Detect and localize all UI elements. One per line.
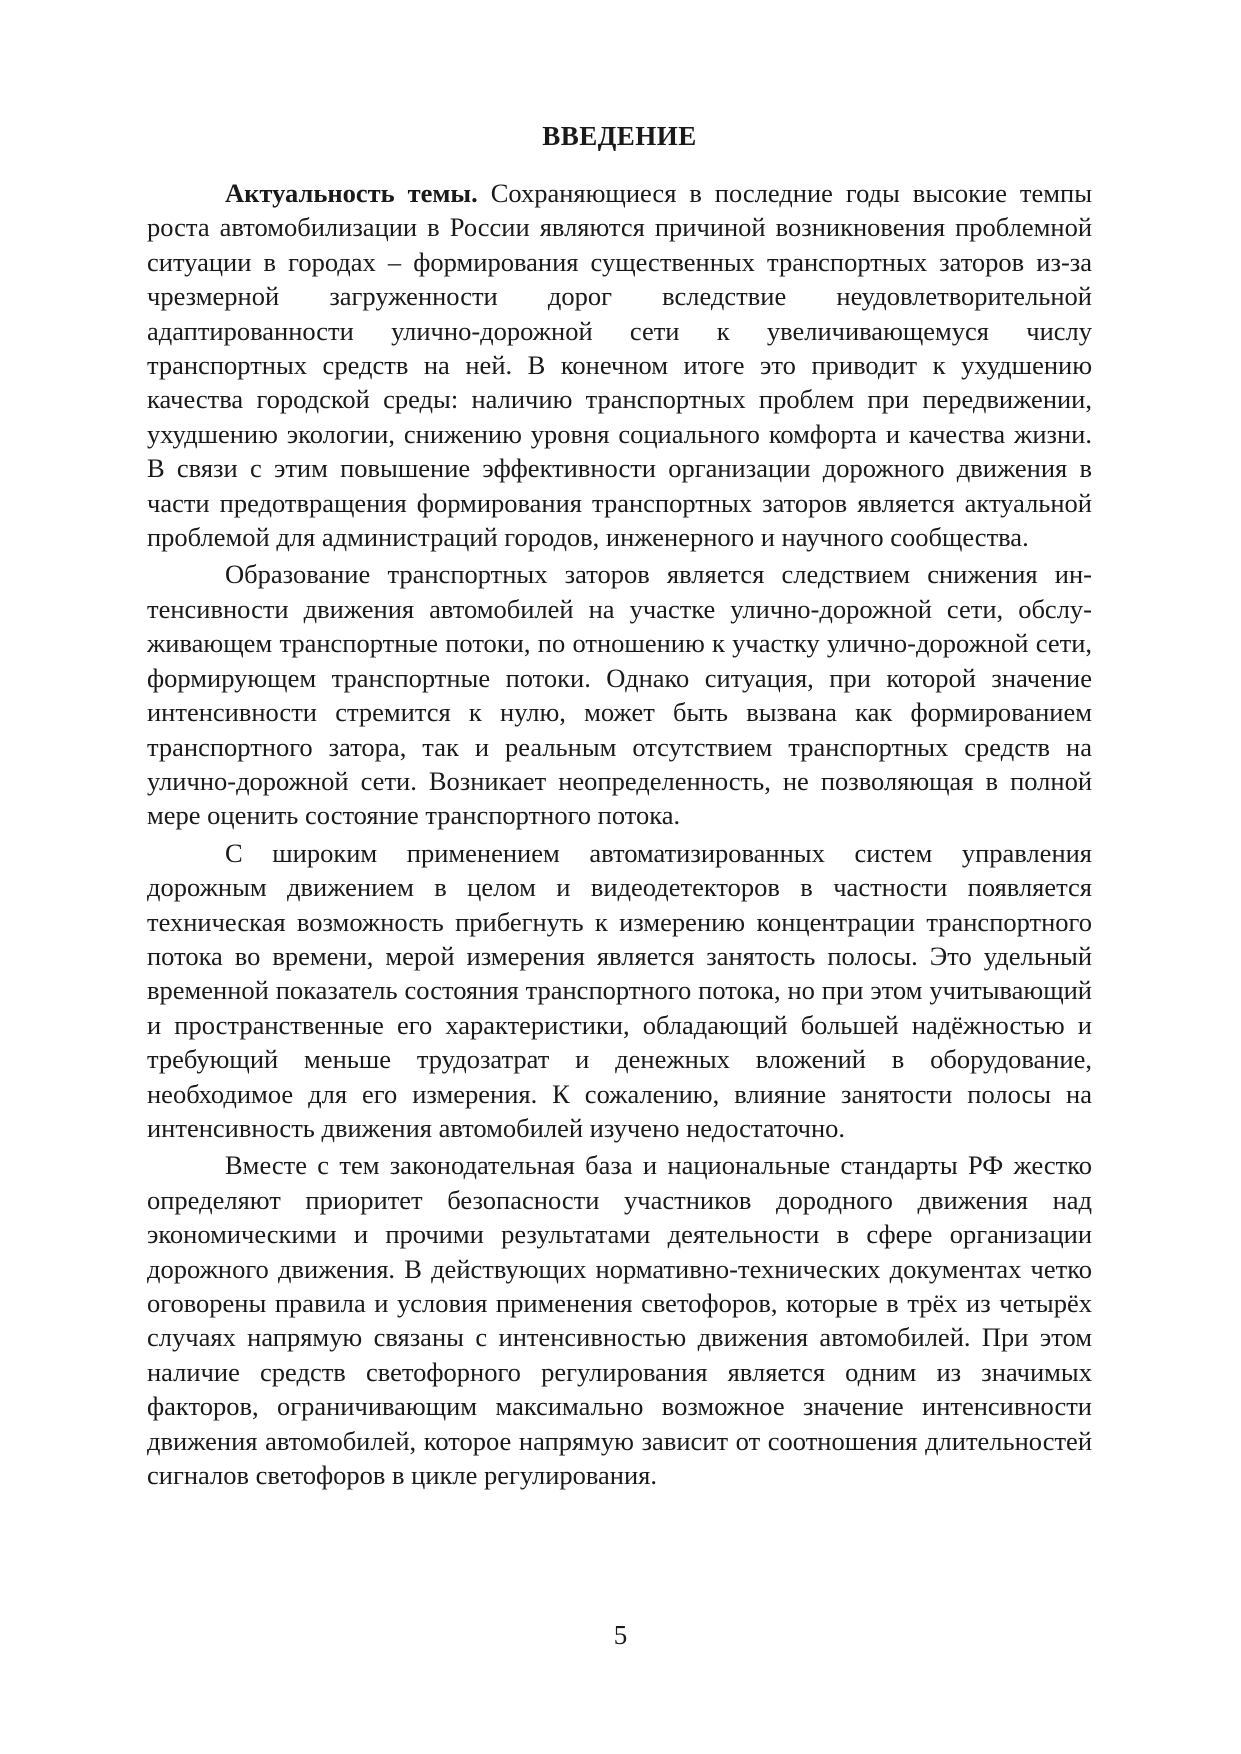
paragraph-congestion [147,557,1092,832]
paragraph-relevance [147,176,1092,554]
paragraph-lead: Актуальность темы. [225,178,478,208]
paragraph-lane-occupancy [147,836,1092,1146]
paragraph-text: Образование транспортных заторов является следствием снижения интенсивности движения автомобилей на участке улично-дорожной сети, обслуживающем транспортные потоки, по отношению к участку улично-дорожной сети, формирующем транспортные потоки. Однако ситуация, при которой значение интенсивности стремится к нулю, может быть вызвана как формированием транспортного затора, так и реальным отсутствием транспортных средств на улично-дорожной сети. Возникает неопределенность, не позволяющая в полной мере оценить состояние транспортного потока. [147,559,1092,831]
document-page [147,118,1092,1495]
page-number: 5 [613,1620,628,1650]
paragraph-text: Сохраняющиеся в последние годы высокие темпы роста автомобилизации в России являются причиной возникновения проблемной ситуации в городах – формирования существенных транспортных заторов из-за чрезмерной загруженности дорог вследствие неудовлетворительной адаптированности улично-дорожной сети к увеличивающемуся числу транспортных средств на ней. В конечном итоге это приводит к ухудшению качества городской среды: наличию транспортных проблем при передвижении, ухудшению экологии, снижению уровня социального комфорта и качества жизни. В связи с этим повышение эффективности организации дорожного движения в части предотвращения формирования транспортных заторов является актуальной проблемой для администраций городов, инженерного и научного сообщества. [147,178,1093,553]
paragraph-legislation [147,1148,1092,1492]
paragraph-text: С широким применением автоматизированных систем управления дорожным движением в целом и видеодетекторов в частности появляется техническая возможность прибегнуть к измерению концентрации транспортного потока во времени, мерой измерения является занятость полосы. Это удельный временной показатель состояния транспортного потока, но при этом учитывающий и пространственные его характеристики, обладающий большей надёжностью и требующий меньше трудозатрат и денежных вложений в оборудование, необходимое для его измерения. К сожалению, влияние занятости полосы на интенсивность движения автомобилей изучено недостаточно. [147,837,1092,1143]
paragraph-text: Вместе с тем законодательная база и национальные стандарты РФ жестко определяют приоритет безопасности участников дородного движения над экономическими и прочими результатами деятельности в сфере организации дорожного движения. В действующих нормативно-технических документах четко оговорены правила и условия применения светофоров, которые в трёх из четырёх случаях напрямую связаны с интенсивностью движения автомобилей. При этом наличие средств светофорного регулирования является одним из значимых факторов, ограничивающим максимально возможное значение интенсивности движения автомобилей, которое напрямую зависит от соотношения длительностей сигналов светофоров в цикле регулирования. [147,1150,1092,1491]
section-heading: ВВЕДЕНИЕ [542,121,697,151]
